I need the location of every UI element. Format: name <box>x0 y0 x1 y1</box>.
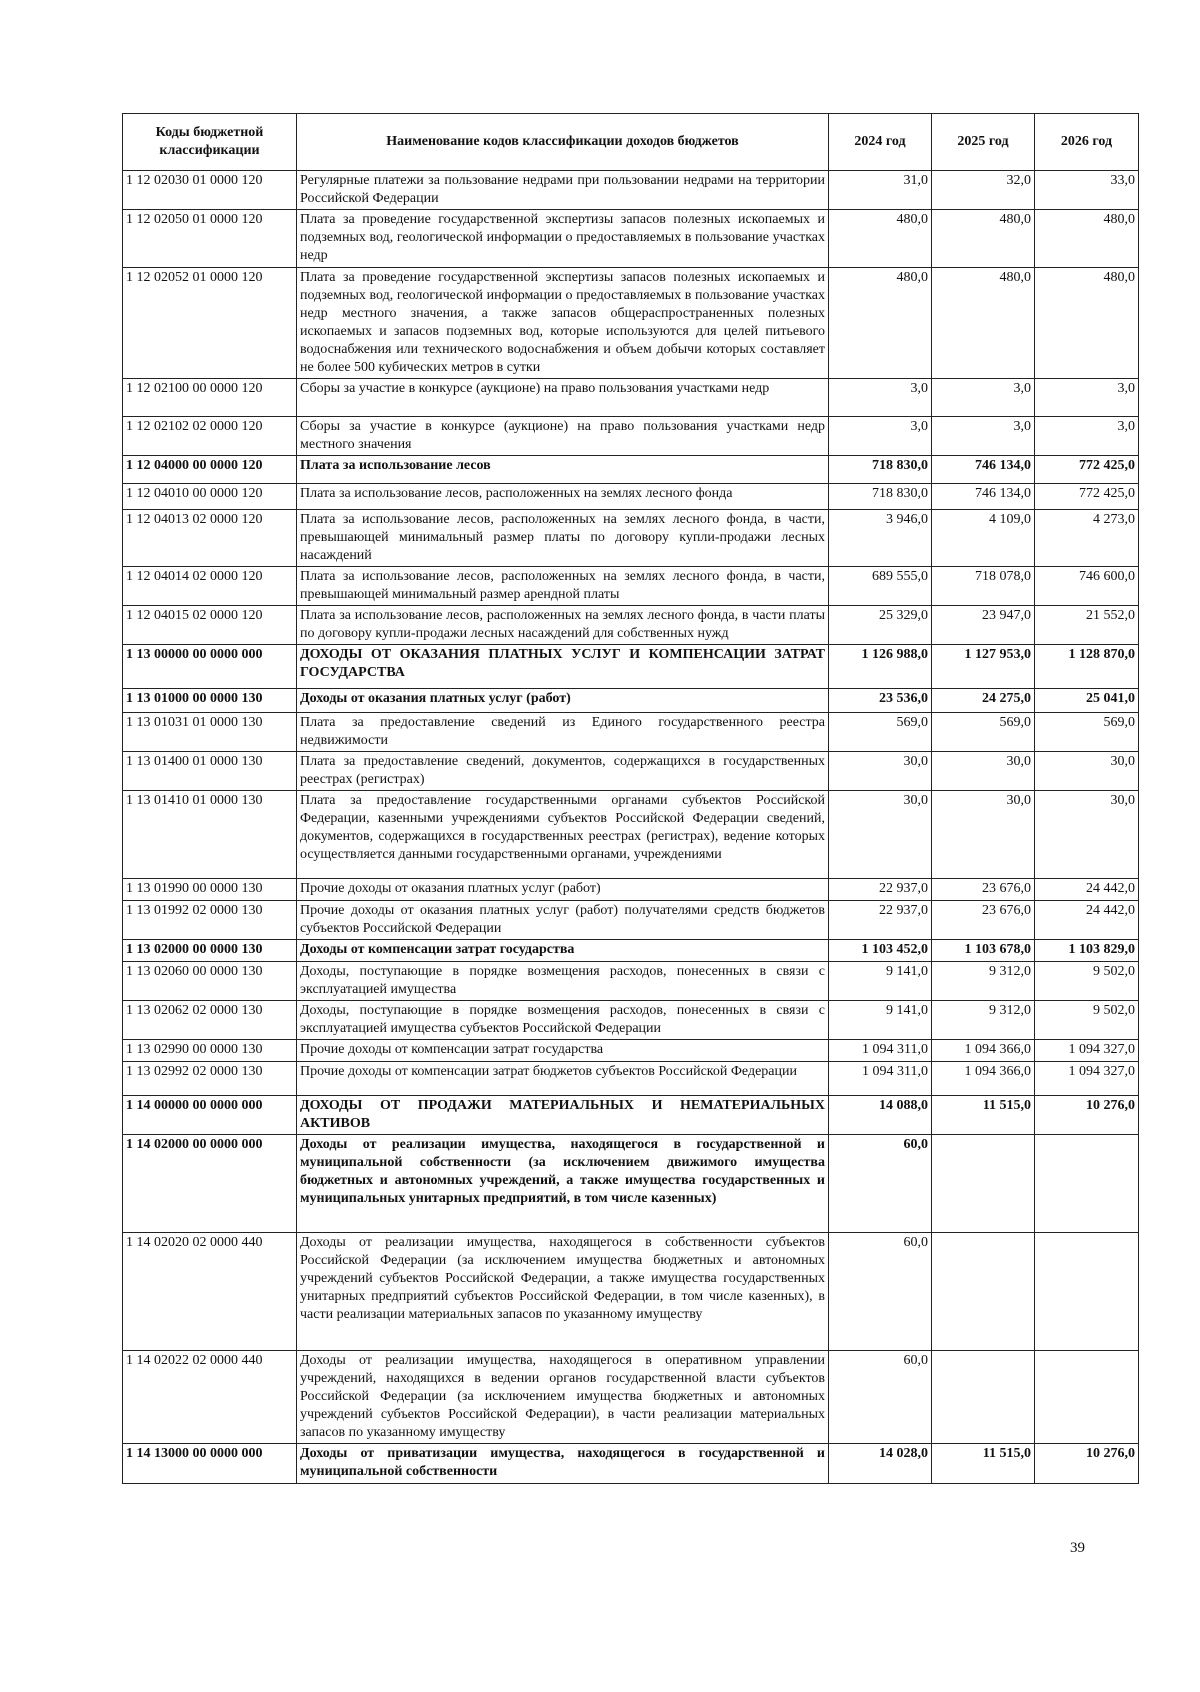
code-cell: 1 13 01031 01 0000 130 <box>123 713 297 752</box>
code-cell: 1 13 02060 00 0000 130 <box>123 962 297 1001</box>
value-2024-cell: 23 536,0 <box>829 689 932 713</box>
value-2025-cell: 746 134,0 <box>932 456 1035 484</box>
code-cell: 1 13 02992 02 0000 130 <box>123 1062 297 1096</box>
value-2025-cell: 746 134,0 <box>932 484 1035 510</box>
value-2025-cell: 23 676,0 <box>932 879 1035 901</box>
value-2026-cell: 3,0 <box>1035 417 1139 456</box>
value-2026-cell: 24 442,0 <box>1035 901 1139 940</box>
table-row <box>123 171 1139 210</box>
value-2026-cell: 480,0 <box>1035 268 1139 379</box>
code-cell: 1 14 02022 02 0000 440 <box>123 1351 297 1444</box>
name-cell: Сборы за участие в конкурсе (аукционе) на право пользования участками недр <box>297 379 829 417</box>
value-2025-cell: 480,0 <box>932 268 1035 379</box>
table-row <box>123 567 1139 606</box>
code-cell: 1 13 02062 02 0000 130 <box>123 1001 297 1040</box>
code-cell: 1 13 00000 00 0000 000 <box>123 645 297 689</box>
code-cell: 1 12 02030 01 0000 120 <box>123 171 297 210</box>
value-2024-cell: 22 937,0 <box>829 901 932 940</box>
table-row <box>123 606 1139 645</box>
value-2026-cell: 746 600,0 <box>1035 567 1139 606</box>
value-2024-cell: 689 555,0 <box>829 567 932 606</box>
value-2025-cell: 480,0 <box>932 210 1035 268</box>
value-2026-cell: 4 273,0 <box>1035 510 1139 567</box>
value-2024-cell: 718 830,0 <box>829 456 932 484</box>
code-cell: 1 13 01400 01 0000 130 <box>123 752 297 791</box>
value-2024-cell: 3,0 <box>829 417 932 456</box>
value-2026-cell: 9 502,0 <box>1035 1001 1139 1040</box>
value-2024-cell: 480,0 <box>829 210 932 268</box>
name-cell: Плата за проведение государственной экспертизы запасов полезных ископаемых и подземных вод, геологической информации о предоставляемых в пользование участках недр <box>297 210 829 268</box>
value-2024-cell: 1 094 311,0 <box>829 1040 932 1062</box>
name-cell: Плата за предоставление государственными органами субъектов Российской Федерации, казенными учреждениями субъектов Российской Федерации сведений, документов, содержащихся в государственных реестрах (регистрах), ведение которых осуществляется данными государственными органами, учреждениями <box>297 791 829 879</box>
revenue-classification-table <box>122 113 1139 1484</box>
code-cell: 1 12 02100 00 0000 120 <box>123 379 297 417</box>
value-2026-cell <box>1035 1135 1139 1233</box>
code-cell: 1 12 02102 02 0000 120 <box>123 417 297 456</box>
table-row <box>123 484 1139 510</box>
value-2025-cell <box>932 1135 1035 1233</box>
value-2025-cell: 30,0 <box>932 752 1035 791</box>
value-2026-cell: 10 276,0 <box>1035 1444 1139 1484</box>
value-2026-cell: 9 502,0 <box>1035 962 1139 1001</box>
name-cell: Регулярные платежи за пользование недрами при пользовании недрами на территории Российской Федерации <box>297 171 829 210</box>
name-cell: Плата за использование лесов, расположенных на землях лесного фонда <box>297 484 829 510</box>
name-cell: Плата за предоставление сведений из Единого государственного реестра недвижимости <box>297 713 829 752</box>
table-row <box>123 1444 1139 1484</box>
value-2025-cell: 1 094 366,0 <box>932 1040 1035 1062</box>
value-2026-cell: 10 276,0 <box>1035 1096 1139 1135</box>
value-2024-cell: 1 103 452,0 <box>829 940 932 962</box>
name-cell: Доходы от реализации имущества, находящегося в собственности субъектов Российской Федерации (за исключением имущества бюджетных и автономных учреждений субъектов Российской Федерации, а также имущества государственных унитарных предприятий субъектов Российской Федерации, в том числе казенных), в части реализации материальных запасов по указанному имуществу <box>297 1233 829 1351</box>
value-2025-cell: 32,0 <box>932 171 1035 210</box>
name-cell: Плата за использование лесов, расположенных на землях лесного фонда, в части, превышающей минимальный размер платы по договору купли-продажи лесных насаждений <box>297 510 829 567</box>
value-2026-cell: 3,0 <box>1035 379 1139 417</box>
code-cell: 1 14 02020 02 0000 440 <box>123 1233 297 1351</box>
name-cell: ДОХОДЫ ОТ ПРОДАЖИ МАТЕРИАЛЬНЫХ И НЕМАТЕРИАЛЬНЫХ АКТИВОВ <box>297 1096 829 1135</box>
value-2024-cell: 718 830,0 <box>829 484 932 510</box>
name-cell: Прочие доходы от оказания платных услуг (работ) <box>297 879 829 901</box>
value-2025-cell: 1 127 953,0 <box>932 645 1035 689</box>
value-2024-cell: 3,0 <box>829 379 932 417</box>
table-row <box>123 645 1139 689</box>
value-2024-cell: 60,0 <box>829 1351 932 1444</box>
table-row <box>123 1062 1139 1096</box>
value-2026-cell: 772 425,0 <box>1035 484 1139 510</box>
page-number: 39 <box>1070 1540 1085 1556</box>
value-2026-cell: 30,0 <box>1035 752 1139 791</box>
value-2026-cell: 30,0 <box>1035 791 1139 879</box>
value-2026-cell: 1 103 829,0 <box>1035 940 1139 962</box>
name-cell: Плата за предоставление сведений, документов, содержащихся в государственных реестрах (регистрах) <box>297 752 829 791</box>
value-2025-cell: 718 078,0 <box>932 567 1035 606</box>
code-cell: 1 12 04014 02 0000 120 <box>123 567 297 606</box>
value-2024-cell: 569,0 <box>829 713 932 752</box>
table-row <box>123 752 1139 791</box>
value-2026-cell: 569,0 <box>1035 713 1139 752</box>
code-cell: 1 13 02000 00 0000 130 <box>123 940 297 962</box>
name-cell: ДОХОДЫ ОТ ОКАЗАНИЯ ПЛАТНЫХ УСЛУГ И КОМПЕНСАЦИИ ЗАТРАТ ГОСУДАРСТВА <box>297 645 829 689</box>
code-cell: 1 12 04000 00 0000 120 <box>123 456 297 484</box>
name-cell: Доходы от реализации имущества, находящегося в государственной и муниципальной собственности (за исключением движимого имущества бюджетных и автономных учреждений, а также имущества государственных и муниципальных унитарных предприятий, в том числе казенных) <box>297 1135 829 1233</box>
header-2025: 2025 год <box>932 114 1035 171</box>
code-cell: 1 12 02050 01 0000 120 <box>123 210 297 268</box>
table-row <box>123 268 1139 379</box>
table-row <box>123 379 1139 417</box>
code-cell: 1 13 02990 00 0000 130 <box>123 1040 297 1062</box>
table-row <box>123 456 1139 484</box>
code-cell: 1 13 01990 00 0000 130 <box>123 879 297 901</box>
value-2025-cell: 23 947,0 <box>932 606 1035 645</box>
header-name: Наименование кодов классификации доходов бюджетов <box>297 114 829 171</box>
table-row <box>123 210 1139 268</box>
value-2026-cell: 480,0 <box>1035 210 1139 268</box>
table-row <box>123 417 1139 456</box>
header-2026: 2026 год <box>1035 114 1139 171</box>
value-2026-cell: 1 128 870,0 <box>1035 645 1139 689</box>
code-cell: 1 14 00000 00 0000 000 <box>123 1096 297 1135</box>
header-code: Коды бюджетной классификации <box>123 114 297 171</box>
value-2026-cell: 1 094 327,0 <box>1035 1062 1139 1096</box>
value-2024-cell: 22 937,0 <box>829 879 932 901</box>
table-row <box>123 1135 1139 1233</box>
value-2024-cell: 14 088,0 <box>829 1096 932 1135</box>
name-cell: Прочие доходы от компенсации затрат государства <box>297 1040 829 1062</box>
value-2024-cell: 9 141,0 <box>829 962 932 1001</box>
value-2026-cell: 33,0 <box>1035 171 1139 210</box>
value-2024-cell: 14 028,0 <box>829 1444 932 1484</box>
name-cell: Доходы от реализации имущества, находящегося в оперативном управлении учреждений, находящихся в ведении органов государственной власти субъектов Российской Федерации (за исключением имущества бюджетных и автономных учреждений субъектов Российской Федерации), в части реализации материальных запасов по указанному имуществу <box>297 1351 829 1444</box>
value-2024-cell: 9 141,0 <box>829 1001 932 1040</box>
table-row <box>123 901 1139 940</box>
value-2025-cell: 4 109,0 <box>932 510 1035 567</box>
table-row <box>123 1001 1139 1040</box>
value-2024-cell: 1 094 311,0 <box>829 1062 932 1096</box>
header-2024: 2024 год <box>829 114 932 171</box>
value-2025-cell: 30,0 <box>932 791 1035 879</box>
name-cell: Доходы, поступающие в порядке возмещения расходов, понесенных в связи с эксплуатацией имущества <box>297 962 829 1001</box>
value-2025-cell: 9 312,0 <box>932 1001 1035 1040</box>
value-2025-cell: 23 676,0 <box>932 901 1035 940</box>
value-2025-cell: 1 103 678,0 <box>932 940 1035 962</box>
value-2024-cell: 1 126 988,0 <box>829 645 932 689</box>
code-cell: 1 14 02000 00 0000 000 <box>123 1135 297 1233</box>
value-2025-cell: 3,0 <box>932 379 1035 417</box>
value-2026-cell <box>1035 1351 1139 1444</box>
table-row <box>123 1351 1139 1444</box>
code-cell: 1 12 04013 02 0000 120 <box>123 510 297 567</box>
code-cell: 1 13 01410 01 0000 130 <box>123 791 297 879</box>
code-cell: 1 12 02052 01 0000 120 <box>123 268 297 379</box>
value-2025-cell: 3,0 <box>932 417 1035 456</box>
name-cell: Прочие доходы от оказания платных услуг (работ) получателями средств бюджетов субъектов Российской Федерации <box>297 901 829 940</box>
value-2025-cell: 11 515,0 <box>932 1096 1035 1135</box>
value-2026-cell: 1 094 327,0 <box>1035 1040 1139 1062</box>
code-cell: 1 13 01992 02 0000 130 <box>123 901 297 940</box>
value-2025-cell: 11 515,0 <box>932 1444 1035 1484</box>
name-cell: Плата за использование лесов <box>297 456 829 484</box>
value-2024-cell: 30,0 <box>829 752 932 791</box>
table-header-row <box>123 114 1139 171</box>
name-cell: Плата за использование лесов, расположенных на землях лесного фонда, в части, превышающей минимальный размер арендной платы <box>297 567 829 606</box>
name-cell: Доходы от оказания платных услуг (работ) <box>297 689 829 713</box>
table-row <box>123 879 1139 901</box>
name-cell: Сборы за участие в конкурсе (аукционе) на право пользования участками недр местного значения <box>297 417 829 456</box>
table-row <box>123 940 1139 962</box>
name-cell: Доходы, поступающие в порядке возмещения расходов, понесенных в связи с эксплуатацией имущества субъектов Российской Федерации <box>297 1001 829 1040</box>
value-2024-cell: 480,0 <box>829 268 932 379</box>
name-cell: Доходы от приватизации имущества, находящегося в государственной и муниципальной собственности <box>297 1444 829 1484</box>
name-cell: Плата за использование лесов, расположенных на землях лесного фонда, в части платы по договору купли-продажи лесных насаждений для собственных нужд <box>297 606 829 645</box>
code-cell: 1 14 13000 00 0000 000 <box>123 1444 297 1484</box>
value-2025-cell: 569,0 <box>932 713 1035 752</box>
name-cell: Прочие доходы от компенсации затрат бюджетов субъектов Российской Федерации <box>297 1062 829 1096</box>
code-cell: 1 12 04010 00 0000 120 <box>123 484 297 510</box>
value-2024-cell: 3 946,0 <box>829 510 932 567</box>
value-2025-cell <box>932 1233 1035 1351</box>
table-row <box>123 1096 1139 1135</box>
table-row <box>123 1233 1139 1351</box>
value-2025-cell <box>932 1351 1035 1444</box>
value-2026-cell: 25 041,0 <box>1035 689 1139 713</box>
name-cell: Плата за проведение государственной экспертизы запасов полезных ископаемых и подземных вод, геологической информации о предоставляемых в пользование участках недр местного значения, а также запасов общераспространенных полезных ископаемых и запасов подземных вод, которые используются для целей питьевого водоснабжения или технического водоснабжения и объем добычи которых составляет не более 500 кубических метров в сутки <box>297 268 829 379</box>
table-row <box>123 713 1139 752</box>
table-row <box>123 962 1139 1001</box>
value-2024-cell: 31,0 <box>829 171 932 210</box>
table-row <box>123 1040 1139 1062</box>
table-row <box>123 689 1139 713</box>
table-row <box>123 791 1139 879</box>
value-2026-cell: 772 425,0 <box>1035 456 1139 484</box>
code-cell: 1 12 04015 02 0000 120 <box>123 606 297 645</box>
value-2026-cell <box>1035 1233 1139 1351</box>
value-2026-cell: 21 552,0 <box>1035 606 1139 645</box>
value-2024-cell: 60,0 <box>829 1135 932 1233</box>
value-2025-cell: 1 094 366,0 <box>932 1062 1035 1096</box>
value-2024-cell: 25 329,0 <box>829 606 932 645</box>
code-cell: 1 13 01000 00 0000 130 <box>123 689 297 713</box>
value-2024-cell: 30,0 <box>829 791 932 879</box>
value-2026-cell: 24 442,0 <box>1035 879 1139 901</box>
value-2024-cell: 60,0 <box>829 1233 932 1351</box>
value-2025-cell: 24 275,0 <box>932 689 1035 713</box>
value-2025-cell: 9 312,0 <box>932 962 1035 1001</box>
table-body <box>123 171 1139 1484</box>
table-row <box>123 510 1139 567</box>
name-cell: Доходы от компенсации затрат государства <box>297 940 829 962</box>
